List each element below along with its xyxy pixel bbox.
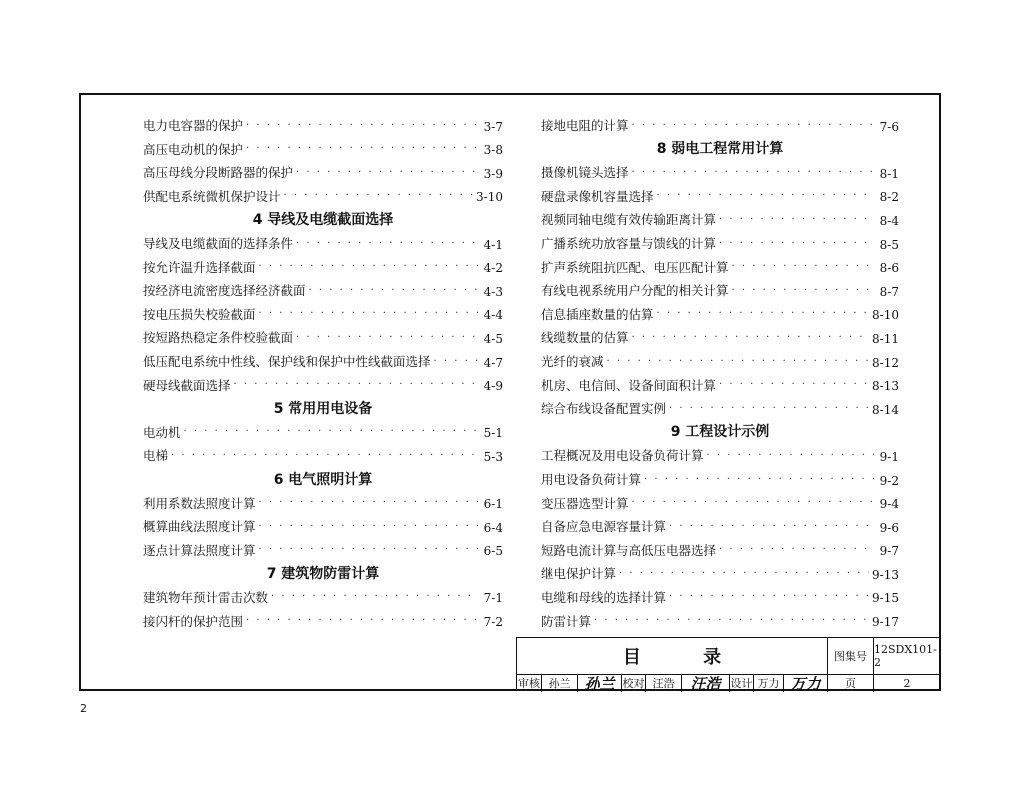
toc-entry-title: 接闪杆的保护范围 — [143, 613, 244, 629]
toc-entry-page: 4-1 — [483, 237, 503, 252]
toc-entry[interactable] — [143, 439, 503, 463]
dot-leader — [246, 121, 478, 133]
dot-leader — [619, 569, 869, 581]
toc-entry-page: 8-12 — [872, 355, 899, 370]
toc-entry-page: 8-1 — [879, 166, 899, 181]
toc-entry-title: 信息插座数量的估算 — [541, 306, 654, 322]
toc-entry[interactable] — [143, 416, 503, 440]
dot-leader — [309, 286, 478, 298]
toc-entry-page: 5-1 — [483, 426, 503, 441]
dot-leader — [259, 522, 478, 534]
toc-entry-page: 9-15 — [872, 591, 899, 606]
toc-entry-page: 8-5 — [879, 237, 899, 252]
toc-entry[interactable] — [143, 487, 503, 511]
toc-entry-title: 电缆和母线的选择计算 — [541, 589, 667, 605]
section-heading: 7 建筑物防雷计算 — [266, 565, 380, 582]
dot-leader — [284, 191, 474, 203]
atlas-label: 图集号 — [827, 638, 873, 674]
toc-right-column — [541, 109, 899, 628]
toc-entry-title: 线缆数量的估算 — [541, 330, 629, 346]
toc-entry-title: 机房、电信间、设备间面积计算 — [541, 377, 717, 393]
toc-entry[interactable] — [541, 251, 899, 275]
toc-entry-title: 概算曲线法照度计算 — [143, 519, 256, 535]
toc-entry-title: 硬盘录像机容量选择 — [541, 188, 654, 204]
toc-entry-page: 4-3 — [483, 284, 503, 299]
toc-entry[interactable] — [541, 227, 899, 251]
document-title: 目 录 — [622, 647, 750, 668]
dot-leader — [632, 121, 874, 133]
dot-leader — [271, 592, 478, 604]
toc-entry-title: 供配电系统微机保护设计 — [143, 188, 281, 204]
dot-leader — [246, 616, 478, 628]
toc-entry[interactable] — [541, 180, 899, 204]
checker-signature: 汪浩 — [681, 674, 729, 692]
toc-entry-title: 利用系数法照度计算 — [143, 495, 256, 511]
dot-leader — [707, 451, 874, 463]
dot-leader — [296, 333, 478, 345]
dot-leader — [607, 357, 870, 369]
toc-entry[interactable] — [541, 581, 899, 605]
toc-entry-page: 7-6 — [879, 119, 899, 134]
toc-entry-title: 工程概况及用电设备负荷计算 — [541, 448, 704, 464]
toc-entry-title: 接地电阻的计算 — [541, 118, 629, 134]
design-label: 设计 — [729, 674, 753, 692]
toc-entry[interactable] — [541, 604, 899, 628]
designer-signature: 万力 — [783, 674, 827, 692]
dot-leader — [632, 498, 874, 510]
toc-entry-title: 变压器选型计算 — [541, 495, 629, 511]
dot-leader — [719, 380, 869, 392]
footer-page-number: 2 — [80, 702, 87, 715]
dot-leader — [669, 404, 869, 416]
toc-entry[interactable] — [541, 534, 899, 558]
dot-leader — [296, 168, 478, 180]
toc-entry-page: 3-10 — [476, 190, 503, 205]
toc-entry-title: 用电设备负荷计算 — [541, 472, 642, 487]
dot-leader — [259, 309, 478, 321]
check-label: 校对 — [621, 674, 645, 692]
dot-leader — [234, 380, 478, 392]
toc-entry[interactable] — [541, 321, 899, 345]
toc-entry-title: 广播系统功放容量与馈线的计算 — [541, 236, 717, 252]
toc-entry[interactable] — [143, 534, 503, 558]
toc-entry-page: 8-7 — [879, 284, 899, 299]
toc-entry-title: 扩声系统阻抗匹配、电压匹配计算 — [541, 259, 729, 275]
toc-entry[interactable] — [143, 227, 503, 251]
dot-leader — [657, 191, 874, 203]
toc-entry[interactable] — [541, 369, 899, 393]
toc-entry-title: 导线及电缆截面的选择条件 — [143, 236, 294, 252]
toc-entry-page: 9-7 — [879, 544, 899, 559]
toc-entry-page: 3-9 — [483, 166, 503, 181]
toc-entry[interactable] — [541, 392, 899, 416]
title-block-top-row — [517, 638, 941, 675]
toc-entry-page: 3-8 — [483, 143, 503, 158]
page-label: 页 — [827, 674, 873, 692]
toc-entry-title: 逐点计算法照度计算 — [143, 542, 256, 558]
toc-entry[interactable] — [541, 156, 899, 180]
toc-entry[interactable] — [541, 298, 899, 322]
toc-entry[interactable] — [541, 463, 899, 487]
dot-leader — [259, 262, 478, 274]
toc-entry-page: 9-13 — [872, 567, 899, 582]
toc-entry-page: 3-7 — [483, 119, 503, 134]
toc-entry-page: 8-10 — [872, 308, 899, 323]
dot-leader — [296, 239, 478, 251]
toc-entry-page: 8-2 — [879, 190, 899, 205]
toc-entry-title: 高压电动机的保护 — [143, 141, 244, 157]
reviewer-signature: 孙兰 — [577, 674, 621, 692]
section-heading: 5 常用用电设备 — [273, 400, 373, 417]
toc-entry-title: 短路电流计算与高低压电器选择 — [541, 542, 717, 558]
dot-leader — [246, 144, 478, 156]
toc-entry-page: 8-13 — [872, 379, 899, 394]
toc-entry-page: 9-4 — [879, 497, 899, 512]
toc-entry-page: 9-6 — [879, 520, 899, 535]
toc-entry-title: 建筑物年预计雷击次数 — [143, 589, 269, 605]
toc-entry-title: 硬母线截面选择 — [143, 377, 231, 393]
section-heading: 6 电气照明计算 — [273, 471, 373, 488]
section-heading: 8 弱电工程常用计算 — [656, 141, 784, 158]
toc-entry-page: 6-4 — [483, 520, 503, 535]
toc-entry-title: 电力电容器的保护 — [143, 118, 244, 134]
toc-entry-title: 防雷计算 — [541, 613, 592, 629]
toc-entry-page: 4-7 — [483, 355, 503, 370]
toc-entry[interactable] — [541, 345, 899, 369]
reviewer-name: 孙兰 — [541, 674, 577, 692]
toc-entry-page: 4-2 — [483, 261, 503, 276]
title-block — [516, 637, 941, 691]
toc-entry[interactable] — [541, 109, 899, 133]
toc-entry-page: 8-6 — [879, 261, 899, 276]
toc-entry-title: 按经济电流密度选择经济截面 — [143, 283, 306, 299]
toc-entry-page: 4-5 — [483, 331, 503, 346]
checker-name: 汪浩 — [645, 674, 681, 692]
dot-leader — [669, 592, 869, 604]
title-block-page-number: 2 — [873, 674, 940, 692]
dot-leader — [259, 498, 478, 510]
toc-entry-page: 9-2 — [879, 473, 899, 488]
dot-leader — [171, 451, 478, 463]
toc-entry[interactable] — [143, 581, 503, 605]
dot-leader — [632, 333, 870, 345]
toc-entry-page: 9-1 — [879, 449, 899, 464]
toc-entry[interactable] — [541, 439, 899, 463]
toc-entry-title: 光纤的衰减 — [541, 354, 604, 370]
dot-leader — [732, 262, 874, 274]
toc-entry[interactable] — [143, 510, 503, 534]
toc-entry-page: 9-17 — [872, 615, 899, 630]
toc-entry-page: 6-5 — [483, 544, 503, 559]
toc-entry-title: 电动机 — [143, 424, 181, 440]
toc-entry[interactable] — [143, 156, 503, 180]
toc-entry-page: 7-1 — [483, 591, 503, 606]
toc-entry[interactable] — [541, 557, 899, 581]
dot-leader — [669, 522, 874, 534]
toc-entry[interactable] — [541, 203, 899, 227]
dot-leader — [719, 215, 874, 227]
dot-leader — [732, 286, 874, 298]
dot-leader — [719, 239, 874, 251]
toc-entry-page: 8-4 — [879, 213, 899, 228]
toc-entry-title: 低压配电系统中性线、保护线和保护中性线截面选择 — [143, 354, 431, 370]
toc-entry[interactable] — [143, 321, 503, 345]
toc-entry-title: 有线电视系统用户分配的相关计算 — [541, 283, 729, 299]
toc-entry-page: 7-2 — [483, 615, 503, 630]
toc-entry[interactable] — [143, 345, 503, 369]
toc-entry-page: 5-3 — [483, 449, 503, 464]
toc-entry[interactable] — [143, 298, 503, 322]
dot-leader — [657, 309, 870, 321]
toc-entry-page: 8-14 — [872, 402, 899, 417]
toc-entry[interactable] — [541, 274, 899, 298]
toc-entry[interactable] — [143, 274, 503, 298]
toc-entry-title: 摄像机镜头选择 — [541, 165, 629, 181]
dot-leader — [644, 475, 874, 487]
toc-entry-title: 高压母线分段断路器的保护 — [143, 165, 294, 181]
toc-entry-page: 6-1 — [483, 497, 503, 512]
title-block-signature-row — [517, 674, 941, 692]
toc-entry-title: 自备应急电源容量计算 — [541, 519, 667, 535]
toc-entry[interactable] — [143, 180, 503, 204]
toc-left-column — [143, 109, 503, 628]
toc-entry-title: 按电压损失校验截面 — [143, 306, 256, 322]
designer-name: 万力 — [753, 674, 783, 692]
toc-entry-page: 4-9 — [483, 379, 503, 394]
review-label: 审核 — [518, 677, 540, 690]
section-heading: 4 导线及电缆截面选择 — [252, 211, 394, 228]
toc-entry[interactable] — [541, 487, 899, 511]
toc-entry-page: 4-4 — [483, 308, 503, 323]
dot-leader — [719, 545, 874, 557]
toc-entry[interactable] — [541, 510, 899, 534]
dot-leader — [184, 427, 478, 439]
drawing-frame — [79, 93, 941, 691]
toc-entry-title: 综合布线设备配置实例 — [541, 401, 667, 417]
dot-leader — [434, 357, 478, 369]
dot-leader — [594, 616, 869, 628]
toc-entry[interactable] — [143, 369, 503, 393]
toc-entry[interactable] — [143, 109, 503, 133]
dot-leader — [259, 545, 478, 557]
toc-entry-title: 继电保护计算 — [541, 566, 617, 582]
toc-entry-page: 8-11 — [872, 331, 899, 346]
section-heading: 9 工程设计示例 — [670, 424, 770, 441]
dot-leader — [632, 168, 874, 180]
toc-entry[interactable] — [143, 133, 503, 157]
toc-entry-title: 视频同轴电缆有效传输距离计算 — [541, 212, 717, 228]
atlas-number: 12SDX101-2 — [873, 638, 940, 674]
toc-entry-title: 电梯 — [143, 448, 169, 464]
toc-entry-title: 按允许温升选择截面 — [143, 259, 256, 275]
toc-entry[interactable] — [143, 251, 503, 275]
toc-entry-title: 按短路热稳定条件校验截面 — [143, 330, 294, 346]
toc-entry[interactable] — [143, 604, 503, 628]
